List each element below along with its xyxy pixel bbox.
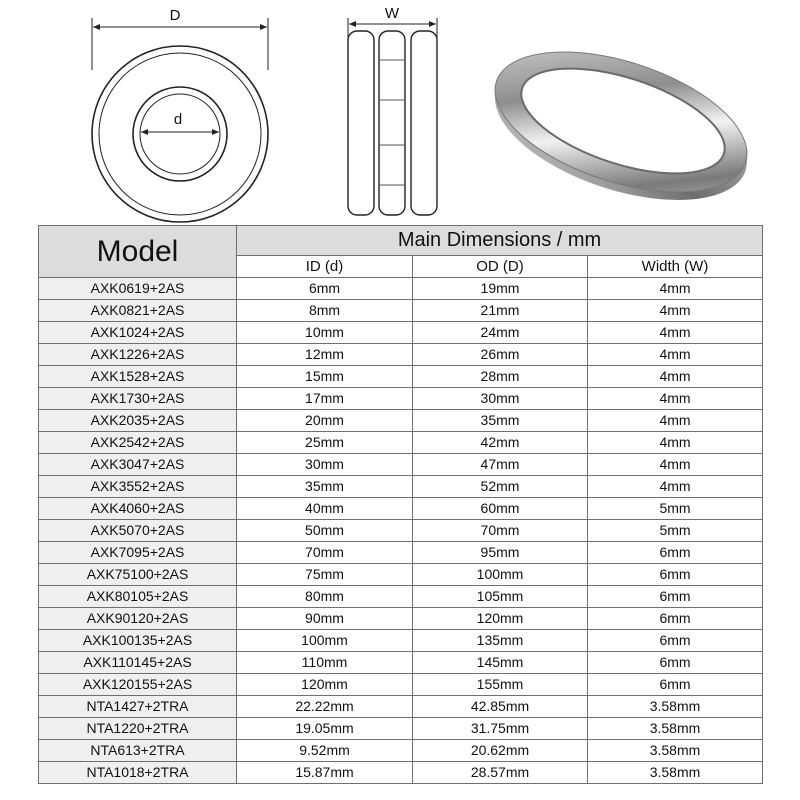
- table-row: [39, 300, 763, 322]
- id-cell: 15.87mm: [237, 762, 413, 784]
- width-cell: 5mm: [588, 498, 763, 520]
- diagram-graphics: [0, 0, 800, 225]
- width-cell: 4mm: [588, 454, 763, 476]
- dimension-diagram: [0, 0, 800, 225]
- od-cell: 120mm: [413, 608, 588, 630]
- model-cell: AXK2542+2AS: [39, 432, 237, 454]
- id-cell: 100mm: [237, 630, 413, 652]
- model-cell: NTA1220+2TRA: [39, 718, 237, 740]
- width-cell: 4mm: [588, 344, 763, 366]
- table-row: [39, 476, 763, 498]
- width-cell: 6mm: [588, 608, 763, 630]
- od-cell: 21mm: [413, 300, 588, 322]
- id-cell: 19.05mm: [237, 718, 413, 740]
- side-view-drawing: [348, 18, 437, 215]
- width-header: Width (W): [588, 256, 763, 278]
- model-cell: AXK120155+2AS: [39, 674, 237, 696]
- model-cell: AXK90120+2AS: [39, 608, 237, 630]
- model-cell: AXK0821+2AS: [39, 300, 237, 322]
- model-cell: NTA613+2TRA: [39, 740, 237, 762]
- od-cell: 145mm: [413, 652, 588, 674]
- width-cell: 4mm: [588, 322, 763, 344]
- id-cell: 9.52mm: [237, 740, 413, 762]
- model-cell: AXK5070+2AS: [39, 520, 237, 542]
- id-cell: 75mm: [237, 564, 413, 586]
- od-cell: 60mm: [413, 498, 588, 520]
- od-cell: 95mm: [413, 542, 588, 564]
- table-row: [39, 454, 763, 476]
- od-cell: 31.75mm: [413, 718, 588, 740]
- main-dimensions-header: Main Dimensions / mm: [237, 226, 763, 256]
- id-cell: 70mm: [237, 542, 413, 564]
- width-cell: 6mm: [588, 674, 763, 696]
- table-row: [39, 498, 763, 520]
- model-cell: AXK75100+2AS: [39, 564, 237, 586]
- width-label: W: [384, 5, 400, 22]
- width-cell: 5mm: [588, 520, 763, 542]
- model-header: Model: [39, 226, 237, 278]
- table-row: [39, 410, 763, 432]
- width-cell: 4mm: [588, 410, 763, 432]
- od-cell: 135mm: [413, 630, 588, 652]
- table-row: [39, 718, 763, 740]
- id-cell: 90mm: [237, 608, 413, 630]
- model-cell: AXK1226+2AS: [39, 344, 237, 366]
- id-cell: 17mm: [237, 388, 413, 410]
- table-row: [39, 564, 763, 586]
- od-cell: 70mm: [413, 520, 588, 542]
- model-cell: AXK3047+2AS: [39, 454, 237, 476]
- od-cell: 26mm: [413, 344, 588, 366]
- od-cell: 42mm: [413, 432, 588, 454]
- table-row: [39, 740, 763, 762]
- table-row: [39, 696, 763, 718]
- od-cell: 19mm: [413, 278, 588, 300]
- id-cell: 30mm: [237, 454, 413, 476]
- table-row: [39, 762, 763, 784]
- width-cell: 3.58mm: [588, 718, 763, 740]
- od-cell: 47mm: [413, 454, 588, 476]
- table-body: [39, 278, 763, 784]
- od-cell: 105mm: [413, 586, 588, 608]
- od-header: OD (D): [413, 256, 588, 278]
- id-cell: 40mm: [237, 498, 413, 520]
- od-cell: 42.85mm: [413, 696, 588, 718]
- width-cell: 4mm: [588, 366, 763, 388]
- bearing-photo: [478, 24, 764, 225]
- id-cell: 50mm: [237, 520, 413, 542]
- id-cell: 20mm: [237, 410, 413, 432]
- id-cell: 80mm: [237, 586, 413, 608]
- width-cell: 6mm: [588, 652, 763, 674]
- table-row: [39, 322, 763, 344]
- id-cell: 22.22mm: [237, 696, 413, 718]
- inner-diameter-label: d: [173, 111, 183, 128]
- table-row: [39, 586, 763, 608]
- width-cell: 4mm: [588, 388, 763, 410]
- width-cell: 6mm: [588, 630, 763, 652]
- table-row: [39, 542, 763, 564]
- model-cell: AXK110145+2AS: [39, 652, 237, 674]
- table-row: [39, 520, 763, 542]
- od-cell: 35mm: [413, 410, 588, 432]
- od-cell: 100mm: [413, 564, 588, 586]
- id-cell: 120mm: [237, 674, 413, 696]
- model-cell: AXK7095+2AS: [39, 542, 237, 564]
- od-cell: 155mm: [413, 674, 588, 696]
- model-cell: NTA1427+2TRA: [39, 696, 237, 718]
- width-cell: 6mm: [588, 586, 763, 608]
- id-cell: 12mm: [237, 344, 413, 366]
- od-cell: 28mm: [413, 366, 588, 388]
- table-row: [39, 432, 763, 454]
- model-cell: NTA1018+2TRA: [39, 762, 237, 784]
- id-cell: 8mm: [237, 300, 413, 322]
- width-cell: 4mm: [588, 300, 763, 322]
- model-cell: AXK4060+2AS: [39, 498, 237, 520]
- table-row: [39, 608, 763, 630]
- width-cell: 4mm: [588, 476, 763, 498]
- table-row: [39, 344, 763, 366]
- table-row: [39, 366, 763, 388]
- table-row: [39, 652, 763, 674]
- dimensions-table: [38, 225, 763, 784]
- width-cell: 6mm: [588, 542, 763, 564]
- od-cell: 30mm: [413, 388, 588, 410]
- table-row: [39, 278, 763, 300]
- width-cell: 3.58mm: [588, 696, 763, 718]
- width-cell: 4mm: [588, 278, 763, 300]
- id-cell: 6mm: [237, 278, 413, 300]
- id-cell: 25mm: [237, 432, 413, 454]
- model-cell: AXK80105+2AS: [39, 586, 237, 608]
- model-cell: AXK100135+2AS: [39, 630, 237, 652]
- od-cell: 20.62mm: [413, 740, 588, 762]
- id-header: ID (d): [237, 256, 413, 278]
- model-cell: AXK1528+2AS: [39, 366, 237, 388]
- id-cell: 10mm: [237, 322, 413, 344]
- od-cell: 52mm: [413, 476, 588, 498]
- od-cell: 28.57mm: [413, 762, 588, 784]
- table-row: [39, 674, 763, 696]
- model-cell: AXK3552+2AS: [39, 476, 237, 498]
- model-cell: AXK0619+2AS: [39, 278, 237, 300]
- id-cell: 110mm: [237, 652, 413, 674]
- table-row: [39, 630, 763, 652]
- model-cell: AXK1730+2AS: [39, 388, 237, 410]
- id-cell: 15mm: [237, 366, 413, 388]
- od-cell: 24mm: [413, 322, 588, 344]
- outer-diameter-label: D: [169, 7, 181, 24]
- width-cell: 6mm: [588, 564, 763, 586]
- model-cell: AXK1024+2AS: [39, 322, 237, 344]
- width-cell: 3.58mm: [588, 762, 763, 784]
- width-cell: 4mm: [588, 432, 763, 454]
- table-row: [39, 388, 763, 410]
- model-cell: AXK2035+2AS: [39, 410, 237, 432]
- id-cell: 35mm: [237, 476, 413, 498]
- width-cell: 3.58mm: [588, 740, 763, 762]
